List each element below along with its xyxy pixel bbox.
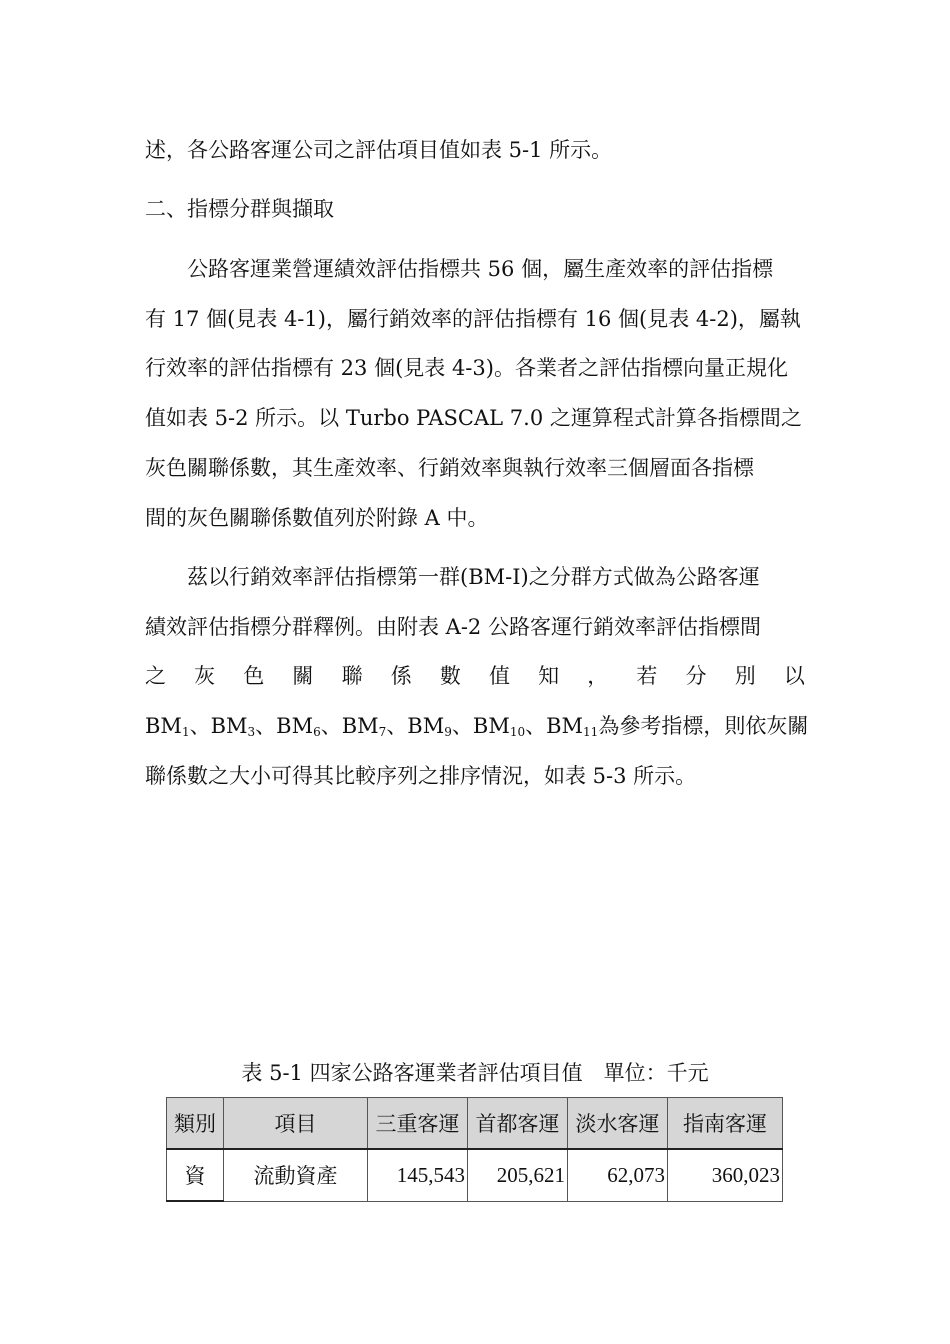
cell-category: 資 xyxy=(167,1149,224,1201)
paragraph-line: 值如表 5-2 所示。以 Turbo PASCAL 7.0 之運算程式計算各指標間之 xyxy=(145,406,802,430)
paragraph-line: 述，各公路客運公司之評估項目值如表 5-1 所示。 xyxy=(145,138,613,162)
section-heading: 二、指標分群與擷取 xyxy=(145,197,334,221)
char: 色 xyxy=(243,664,265,688)
paragraph-line-spread xyxy=(145,661,805,691)
header-company: 三重客運 xyxy=(368,1098,468,1150)
cell-value: 62,073 xyxy=(568,1149,668,1201)
cell-value: 205,621 xyxy=(468,1149,568,1201)
table-caption: 表 5-1 四家公路客運業者評估項目值 單位：千元 xyxy=(241,1061,709,1085)
char: 值 xyxy=(488,664,510,688)
paragraph-line: 間的灰色關聯係數值列於附錄 A 中。 xyxy=(145,506,489,530)
header-category: 類別 xyxy=(167,1098,224,1150)
char: 知 xyxy=(538,664,560,688)
cell-value: 145,543 xyxy=(368,1149,468,1201)
char: 分 xyxy=(685,664,707,688)
char: 灰 xyxy=(194,664,216,688)
cell-item: 流動資產 xyxy=(224,1149,368,1201)
header-company: 首都客運 xyxy=(468,1098,568,1150)
evaluation-table xyxy=(166,1097,783,1202)
char: 別 xyxy=(734,664,756,688)
paragraph-line: 茲以行銷效率評估指標第一群(BM-I)之分群方式做為公路客運 xyxy=(145,565,760,589)
char: 之 xyxy=(145,664,166,688)
char: ， xyxy=(587,664,609,688)
header-company: 淡水客運 xyxy=(568,1098,668,1150)
paragraph-line: 灰色關聯係數，其生產效率、行銷效率與執行效率三個層面各指標 xyxy=(145,456,754,480)
paragraph-line: 行效率的評估指標有 23 個(見表 4-3)。各業者之評估指標向量正規化 xyxy=(145,356,788,380)
char: 以 xyxy=(783,664,805,688)
paragraph-line: 公路客運業營運績效評估指標共 56 個，屬生產效率的評估指標 xyxy=(145,257,774,281)
char: 若 xyxy=(636,664,658,688)
paragraph-line: 聯係數之大小可得其比較序列之排序情況，如表 5-3 所示。 xyxy=(145,764,697,788)
header-company: 指南客運 xyxy=(668,1098,783,1150)
char: 係 xyxy=(390,664,412,688)
paragraph-line-bm: $BM_1$、$BM_3$、$BM_6$、$BM_7$、$BM_9$、$BM_{10}$、$BM_{11}$為參考指標，則依灰關 xyxy=(145,714,809,739)
char: 關 xyxy=(292,664,314,688)
char: 聯 xyxy=(341,664,363,688)
char: 數 xyxy=(439,664,461,688)
cell-value: 360,023 xyxy=(668,1149,783,1201)
header-item: 項目 xyxy=(224,1098,368,1150)
table-header-row xyxy=(167,1098,783,1150)
table-row xyxy=(167,1149,783,1201)
paragraph-line: 有 17 個(見表 4-1)，屬行銷效率的評估指標有 16 個(見表 4-2)，屬執 xyxy=(145,307,801,331)
paragraph-line: 績效評估指標分群釋例。由附表 A-2 公路客運行銷效率評估指標間 xyxy=(145,615,761,639)
